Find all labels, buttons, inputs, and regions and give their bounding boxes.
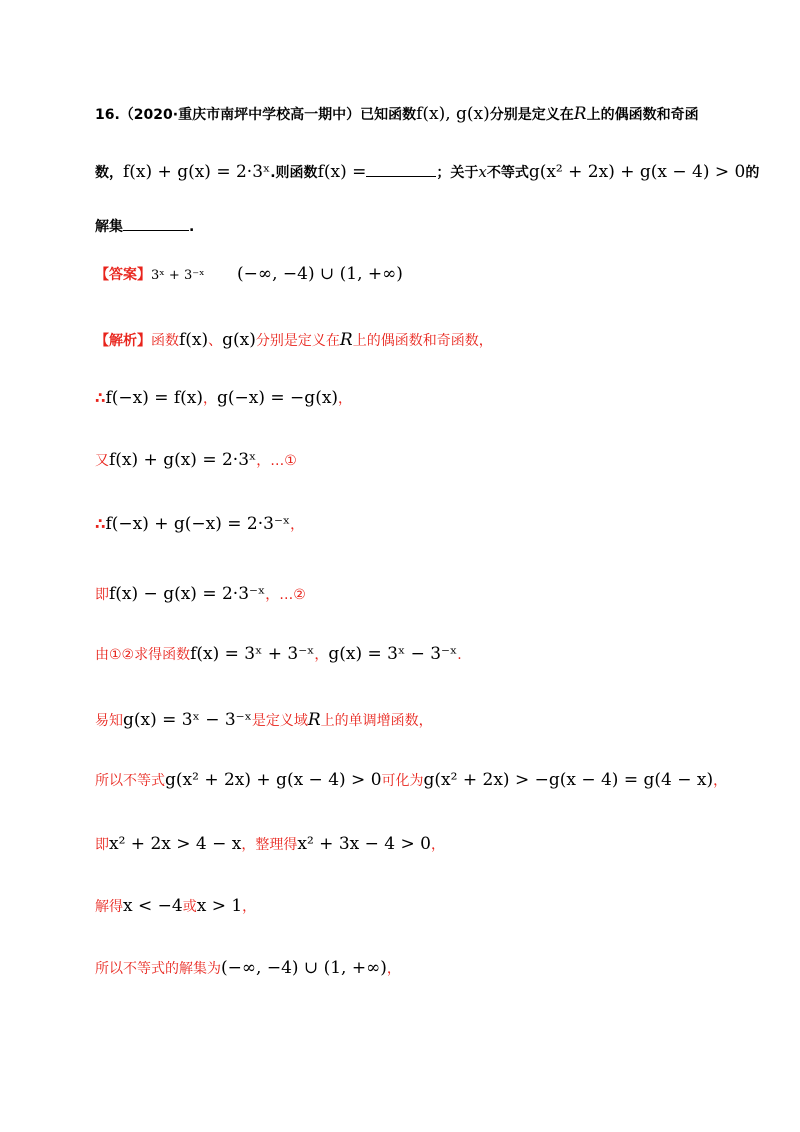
- analysis-line-5: 即f(x) − g(x) = 2·3⁻ˣ，…②: [95, 584, 306, 604]
- answer-value-1: 3ˣ + 3⁻ˣ: [151, 268, 205, 283]
- analysis-line-6: 由①②求得函数f(x) = 3ˣ + 3⁻ˣ，g(x) = 3ˣ − 3⁻ˣ.: [95, 644, 462, 664]
- answer-line: [95, 264, 403, 284]
- therefore-symbol: ∴: [95, 389, 106, 407]
- math-inequality: g(x² + 2x) + g(x − 4) > 0: [528, 162, 746, 182]
- analysis-line-3: 又f(x) + g(x) = 2·3ˣ，…①: [95, 450, 297, 470]
- math-fx-gx: f(x), g(x): [416, 104, 490, 124]
- answer-blank-2: [123, 230, 189, 231]
- analysis-line-4: ∴f(−x) + g(−x) = 2·3⁻ˣ，: [95, 514, 305, 534]
- math-equation: f(x) + g(x) = 2·3ˣ: [123, 162, 271, 182]
- answer-label: 【答案】: [95, 267, 151, 283]
- question-text: 16.（2020·重庆市南坪中学校高一期中）已知函数: [95, 107, 417, 123]
- answer-value-2: (−∞, −4) ∪ (1, +∞): [237, 264, 403, 284]
- question-line-2: 数，f(x) + g(x) = 2·3ˣ.则函数f(x) = ；关于x不等式g(x² + 2x) + g(x − 4) > 0的: [95, 162, 760, 182]
- therefore-symbol: ∴: [95, 515, 106, 533]
- analysis-line-1: 【解析】函数f(x)、g(x)分别是定义在R上的偶函数和奇函数，: [95, 330, 493, 350]
- analysis-label: 【解析】: [95, 333, 151, 349]
- analysis-line-2: ∴f(−x) = f(x)，g(−x) = −g(x)，: [95, 388, 353, 408]
- question-line-3: 解集 .: [95, 219, 195, 235]
- analysis-line-7: 易知g(x) = 3ˣ − 3⁻ˣ是定义域R上的单调增函数，: [95, 710, 433, 730]
- final-answer-math: (−∞, −4) ∪ (1, +∞): [221, 958, 387, 978]
- question-line-1: 16.（2020·重庆市南坪中学校高一期中）已知函数f(x), g(x)分别是定义在R上的偶函数和奇函: [95, 104, 699, 124]
- analysis-line-8: 所以不等式g(x² + 2x) + g(x − 4) > 0可化为g(x² + 2x) > −g(x − 4) = g(4 − x)，: [95, 770, 728, 790]
- analysis-line-11: 所以不等式的解集为(−∞, −4) ∪ (1, +∞)，: [95, 958, 401, 978]
- analysis-line-10: 解得x < −4或x > 1，: [95, 896, 257, 916]
- analysis-line-9: 即x² + 2x > 4 − x，整理得x² + 3x − 4 > 0，: [95, 834, 445, 854]
- answer-blank-1: [366, 176, 436, 177]
